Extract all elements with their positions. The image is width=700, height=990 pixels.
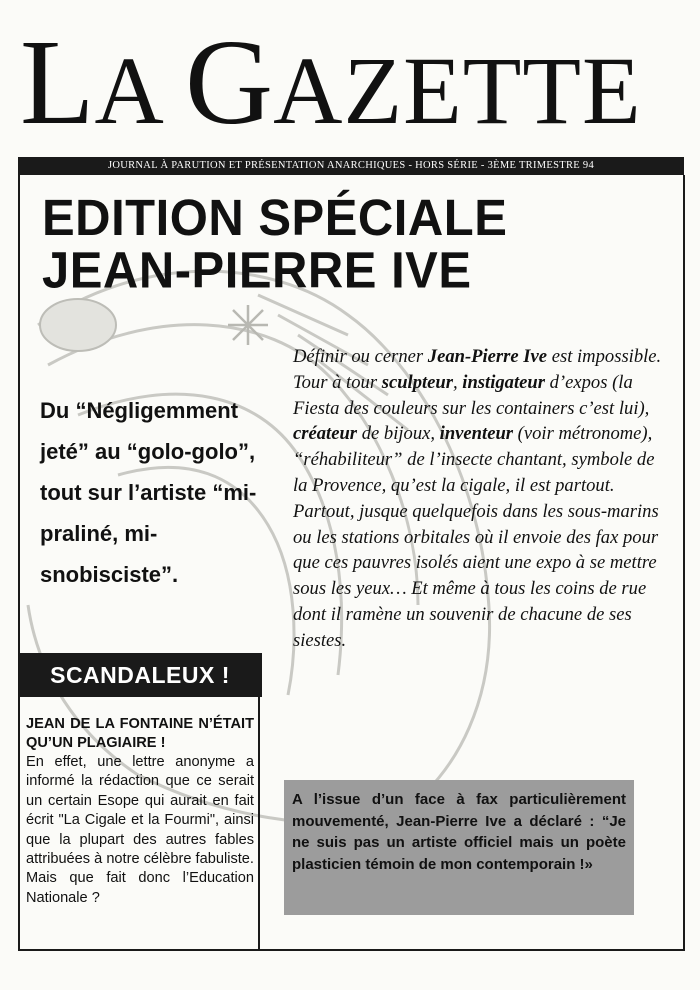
sidebar-paragraph: En effet, une lettre anonyme a informé la rédaction que ce serait un certain Esope qui aurait en fait écrit "La Cigale et la Fourmi", ainsi que la plupart des autres fables attribuées à notre célèbre fabuliste. (26, 754, 254, 868)
sidebar-title: SCANDALEUX ! (18, 653, 262, 697)
article-body: Définir ou cerner Jean-Pierre Ive est impossible. Tour à tour sculpteur, instigateur d’expos (la Fiesta des couleurs sur les containers c’est lui), créateur de bijoux, inventeur (voir métronome), “réhabiliteur” de l’insecte chantant, symbole de la Provence, qu’est la cigale, il est partout. Partout, jusque quelquefois dans les sous-marins ou les stations orbitales où il envoie des fax pour que ces pauvres isolés aient une expo à se mettre sous les yeux… Et même à tous les coins de rue dont il ramène un souvenir de chacune de ses siestes. (293, 346, 662, 651)
quote-box: A l’issue d’un face à fax particulièrement mouvementé, Jean-Pierre Ive a déclaré : “Je ne suis pas un artiste officiel mais un poète plasticien témoin de mon contemporain !» (284, 780, 634, 915)
artist-name: Jean-Pierre Ive (427, 346, 548, 367)
sidebar-text (26, 753, 254, 908)
sidebar-heading: JEAN DE LA FONTAINE N’ÉTAIT QU’UN PLAGIAIRE ! (26, 716, 254, 752)
headline (42, 189, 662, 300)
headline-line-1: EDITION SPÉCIALE (42, 189, 508, 247)
subtitle-bar: JOURNAL À PARUTION ET PRÉSENTATION ANARCHIQUES - HORS SÉRIE - 3ÈME TRIMESTRE 94 (18, 157, 684, 175)
lead-text: Du “Négligemment jeté” au “golo-golo”, tout sur l’artiste “mi-praliné, mi-snobisciste”. (40, 398, 257, 587)
sidebar-paragraph: Mais que fait donc l’Education Nationale ? (26, 870, 254, 906)
headline-line-2: JEAN-PIERRE IVE (42, 242, 472, 300)
masthead-la: LA (20, 15, 165, 150)
masthead (20, 15, 680, 152)
masthead-gazette: GAZETTE (185, 15, 642, 150)
